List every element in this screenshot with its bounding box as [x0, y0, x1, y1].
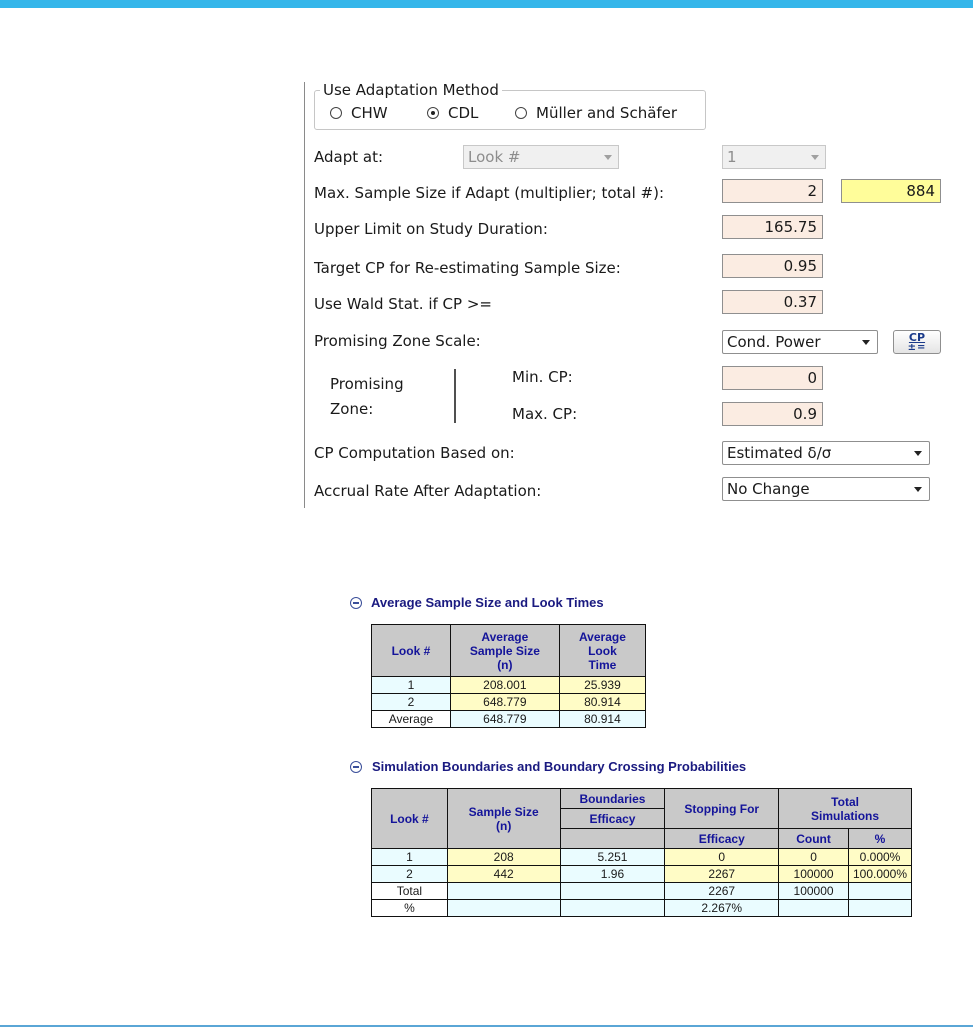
promising-scale-label: Promising Zone Scale: — [314, 332, 481, 350]
accrual-label: Accrual Rate After Adaptation: — [314, 482, 542, 500]
radio-muller-schafer[interactable] — [515, 103, 677, 123]
sim-ss-header-1: Sample Size — [468, 804, 539, 819]
cell-stop: 2.267% — [665, 900, 779, 917]
cell-sample — [447, 900, 560, 917]
adapt-look-select-value: Look # — [468, 148, 521, 166]
min-cp-field[interactable]: 0 — [722, 366, 823, 390]
zone-divider — [454, 369, 456, 423]
sim-table-title: Simulation Boundaries and Boundary Crossing Probabilities — [372, 759, 747, 774]
cp-based-value: Estimated δ/σ — [727, 444, 832, 462]
max-cp-field[interactable]: 0.9 — [722, 402, 823, 426]
cell-stop: 2267 — [665, 883, 779, 900]
cell-pct — [849, 883, 912, 900]
cell-efficacy — [560, 900, 665, 917]
sim-col-pct: % — [849, 829, 912, 849]
cell-sample: 648.779 — [450, 694, 559, 711]
chevron-down-icon — [862, 340, 870, 345]
wald-label: Use Wald Stat. if CP >= — [314, 295, 492, 313]
avg-lt-header-2: Look — [588, 643, 617, 658]
adapt-look-number-select[interactable] — [722, 145, 826, 169]
cell-sample: 648.779 — [450, 711, 559, 728]
cell-sample: 442 — [447, 866, 560, 883]
avg-ss-header-2: Sample Size — [469, 643, 540, 658]
chevron-down-icon — [811, 155, 819, 160]
panel-border — [304, 82, 305, 508]
radio-chw-label: CHW — [351, 104, 388, 122]
sim-total-header-2: Simulations — [811, 808, 880, 823]
cell-count — [779, 900, 849, 917]
upper-limit-label: Upper Limit on Study Duration: — [314, 220, 548, 238]
cell-sample: 208 — [447, 849, 560, 866]
cp-button-label: CP — [908, 331, 926, 344]
radio-selected-icon — [427, 107, 439, 119]
sim-col-look: Look # — [372, 789, 448, 849]
target-cp-label: Target CP for Re-estimating Sample Size: — [314, 259, 621, 277]
sim-col-sample-size — [447, 789, 560, 849]
adapt-look-select[interactable] — [463, 145, 619, 169]
sim-col-boundary-blank — [560, 829, 665, 849]
avg-lt-header-3: Time — [588, 657, 617, 672]
max-sample-label: Max. Sample Size if Adapt (multiplier; total #): — [314, 184, 665, 202]
cp-based-select[interactable] — [722, 441, 930, 465]
radio-cdl-label: CDL — [448, 104, 479, 122]
table-row — [372, 711, 646, 728]
radio-chw[interactable] — [330, 103, 388, 123]
cell-efficacy: 1.96 — [560, 866, 665, 883]
upper-limit-field[interactable]: 165.75 — [722, 215, 823, 239]
avg-ss-header-3: (n) — [497, 657, 513, 672]
table-row — [372, 694, 646, 711]
cp-calculator-button[interactable] — [893, 330, 941, 354]
promising-scale-value: Cond. Power — [727, 333, 821, 351]
chevron-down-icon — [914, 487, 922, 492]
cell-count: 0 — [779, 849, 849, 866]
max-cp-label: Max. CP: — [512, 405, 578, 423]
sim-col-total-simulations — [779, 789, 912, 829]
accrual-value: No Change — [727, 480, 810, 498]
accrual-select[interactable] — [722, 477, 930, 501]
avg-table-title: Average Sample Size and Look Times — [371, 595, 604, 610]
radio-cdl[interactable] — [427, 103, 478, 123]
cell-pct: 0.000% — [849, 849, 912, 866]
cell-stop: 2267 — [665, 866, 779, 883]
avg-col-look-time — [559, 625, 645, 677]
cell-efficacy: 5.251 — [560, 849, 665, 866]
sample-total-field[interactable]: 884 — [841, 179, 941, 203]
cell-look: Total — [372, 883, 448, 900]
cell-look: 1 — [372, 849, 448, 866]
avg-lt-header-1: Average — [578, 629, 626, 644]
sim-ss-header-2: (n) — [496, 818, 512, 833]
cell-look: Average — [372, 711, 451, 728]
top-accent-bar — [0, 0, 973, 8]
cell-efficacy — [560, 883, 665, 900]
collapse-icon[interactable] — [350, 761, 362, 773]
sim-total-header-1: Total — [831, 794, 859, 809]
collapse-icon[interactable] — [350, 597, 362, 609]
cell-count: 100000 — [779, 866, 849, 883]
sim-col-count: Count — [779, 829, 849, 849]
adapt-at-label: Adapt at: — [314, 148, 384, 166]
sim-col-stopping-for: Stopping For — [665, 789, 779, 829]
avg-col-look: Look # — [372, 625, 451, 677]
adapt-look-number-value: 1 — [727, 148, 737, 166]
cell-pct: 100.000% — [849, 866, 912, 883]
cell-look: 1 — [372, 677, 451, 694]
cell-pct — [849, 900, 912, 917]
table-row — [372, 900, 912, 917]
chevron-down-icon — [604, 155, 612, 160]
sim-col-boundary-efficacy: Efficacy — [560, 809, 665, 829]
cell-look: 2 — [372, 866, 448, 883]
sim-col-boundaries: Boundaries — [560, 789, 665, 809]
wald-field[interactable]: 0.37 — [722, 290, 823, 314]
sim-col-stop-efficacy: Efficacy — [665, 829, 779, 849]
cell-time: 80.914 — [559, 711, 645, 728]
chevron-down-icon — [914, 451, 922, 456]
table-row — [372, 866, 912, 883]
avg-col-sample-size — [450, 625, 559, 677]
table-row — [372, 677, 646, 694]
table-row — [372, 883, 912, 900]
table-row — [372, 849, 912, 866]
min-cp-label: Min. CP: — [512, 368, 573, 386]
avg-sample-table — [371, 624, 646, 728]
plus-minus-icon: ±= — [907, 342, 927, 353]
cell-look: % — [372, 900, 448, 917]
cell-count: 100000 — [779, 883, 849, 900]
radio-circle-icon — [330, 107, 342, 119]
cell-time: 25.939 — [559, 677, 645, 694]
cell-look: 2 — [372, 694, 451, 711]
target-cp-field[interactable]: 0.95 — [722, 254, 823, 278]
avg-ss-header-1: Average — [481, 629, 529, 644]
radio-circle-icon — [515, 107, 527, 119]
cell-time: 80.914 — [559, 694, 645, 711]
promising-scale-select[interactable] — [722, 330, 878, 354]
cell-stop: 0 — [665, 849, 779, 866]
cell-sample: 208.001 — [450, 677, 559, 694]
bottom-divider — [0, 1025, 973, 1027]
promising-zone-label-line1: Promising — [330, 375, 404, 393]
promising-zone-label-line2: Zone: — [330, 400, 374, 418]
cell-sample — [447, 883, 560, 900]
radio-muller-schafer-label: Müller and Schäfer — [536, 104, 678, 122]
cp-based-label: CP Computation Based on: — [314, 444, 515, 462]
sample-multiplier-field[interactable]: 2 — [722, 179, 823, 203]
sim-boundaries-table — [371, 788, 912, 917]
adaptation-method-legend: Use Adaptation Method — [320, 80, 502, 100]
